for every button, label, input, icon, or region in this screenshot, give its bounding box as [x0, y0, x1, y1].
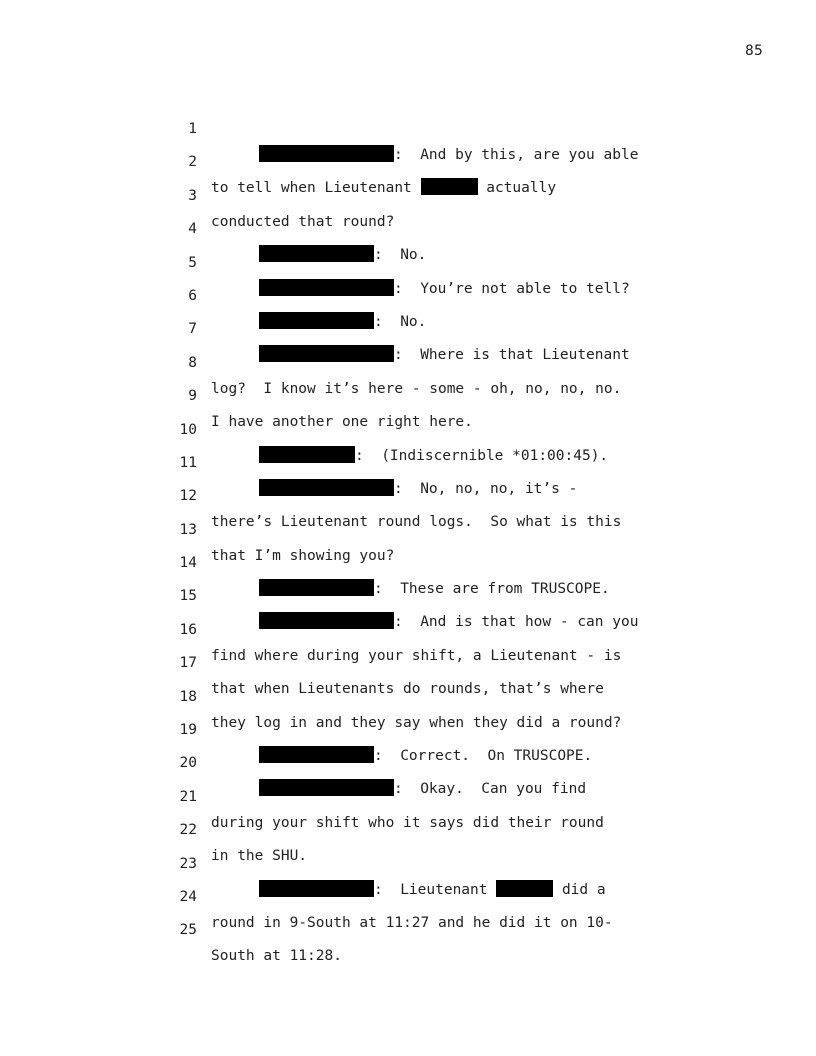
- line-content: in the SHU.: [211, 848, 308, 865]
- line-number: 10: [179, 421, 197, 438]
- line-content: : No.: [374, 247, 427, 264]
- transcript-line-6: [0, 257, 816, 330]
- line-number: 12: [179, 488, 197, 505]
- line-content: : And is that how - can you: [394, 614, 639, 631]
- line-content: : Where is that Lieutenant: [394, 347, 630, 364]
- line-number: 24: [179, 888, 197, 905]
- line-content: that I’m showing you?: [211, 547, 395, 564]
- line-number: 16: [179, 621, 197, 638]
- line-number: 8: [188, 354, 197, 371]
- line-number: 17: [179, 655, 197, 672]
- line-content: to tell when Lieutenant: [211, 180, 421, 197]
- line-number: 2: [188, 154, 197, 171]
- transcript-line-3: [0, 157, 816, 230]
- transcript-body: [0, 90, 816, 965]
- line-content: during your shift who it says did their round: [211, 814, 604, 831]
- line-number: 25: [179, 922, 197, 939]
- line-content: log? I know it’s here - some - oh, no, no, no.: [211, 380, 622, 397]
- line-number: 7: [188, 321, 197, 338]
- line-content: did a: [553, 881, 606, 898]
- line-content: South at 11:28.: [211, 948, 342, 965]
- line-number: 15: [179, 588, 197, 605]
- line-content: round in 9-South at 11:27 and he did it on 10-: [211, 914, 613, 931]
- line-number: 9: [188, 388, 197, 405]
- line-number: 19: [179, 722, 197, 739]
- line-content: : (Indiscernible *01:00:45).: [355, 447, 609, 464]
- transcript-line-1: [0, 90, 816, 163]
- line-content: : These are from TRUSCOPE.: [374, 581, 610, 598]
- line-content: find where during your shift, a Lieutenant - is: [211, 647, 622, 664]
- line-number: 1: [188, 121, 197, 137]
- transcript-line-2: [0, 123, 816, 197]
- line-number: 6: [188, 287, 197, 304]
- line-content: : And by this, are you able: [394, 147, 639, 163]
- line-content: conducted that round?: [211, 213, 395, 230]
- line-number: 20: [179, 755, 197, 772]
- line-content: : Lieutenant: [374, 881, 497, 898]
- line-content: : No.: [374, 313, 427, 330]
- line-number: 3: [188, 187, 197, 204]
- line-number: 11: [179, 454, 197, 471]
- line-number: 22: [179, 822, 197, 839]
- line-number: 18: [179, 688, 197, 705]
- page-number: 85: [744, 43, 763, 59]
- transcript-line-4: [0, 190, 816, 264]
- line-content: : Correct. On TRUSCOPE.: [374, 748, 593, 765]
- line-content: that when Lieutenants do rounds, that’s where: [211, 681, 604, 698]
- line-number: 14: [179, 555, 197, 572]
- line-content: I have another one right here.: [211, 414, 473, 431]
- transcript-line-25: [0, 891, 816, 965]
- line-content: : No, no, no, it’s -: [394, 480, 578, 497]
- line-number: 13: [179, 521, 197, 538]
- line-number: 5: [188, 254, 197, 271]
- line-number: 21: [179, 788, 197, 805]
- line-number: 4: [188, 221, 197, 238]
- line-content: : You’re not able to tell?: [394, 280, 630, 297]
- line-content: actually: [477, 180, 557, 197]
- line-content: they log in and they say when they did a round?: [211, 714, 622, 731]
- line-content: there’s Lieutenant round logs. So what is this: [211, 514, 622, 531]
- transcript-line-8: [0, 324, 816, 397]
- transcript-line-7: [0, 290, 816, 364]
- line-number: 23: [179, 855, 197, 872]
- line-content: : Okay. Can you find: [394, 781, 587, 798]
- transcript-line-5: [0, 224, 816, 297]
